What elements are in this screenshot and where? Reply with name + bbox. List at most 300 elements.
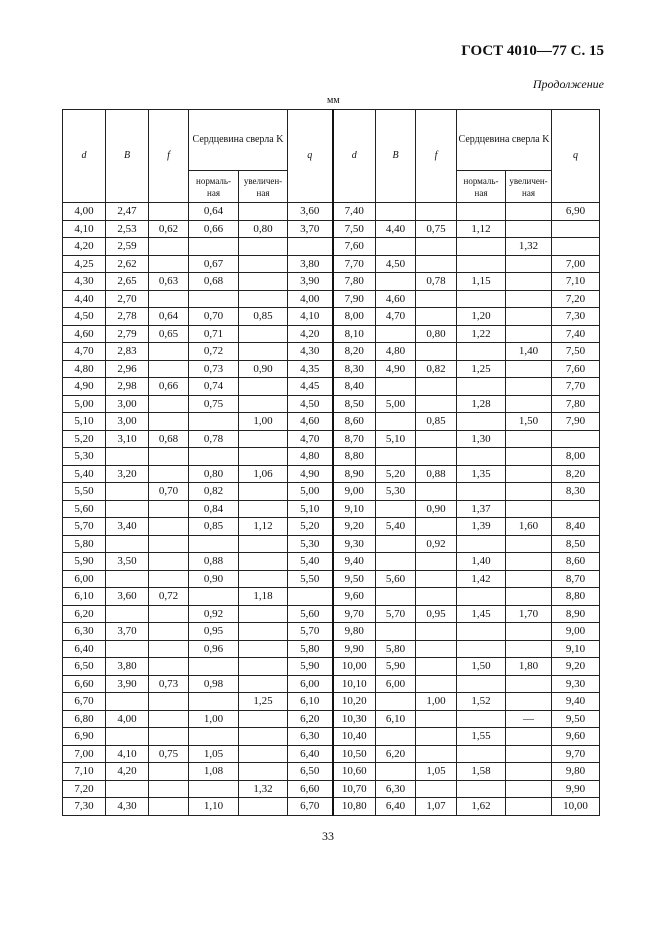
table-cell — [376, 553, 416, 571]
col-header-normal: нормаль- ная — [189, 171, 239, 203]
table-cell — [457, 238, 506, 256]
table-cell: 2,98 — [106, 378, 149, 396]
table-cell: 3,90 — [288, 273, 333, 291]
table-cell: 1,37 — [457, 500, 506, 518]
document-header: ГОСТ 4010—77 С. 15 — [461, 43, 604, 59]
table-cell: 1,06 — [239, 465, 288, 483]
table-cell — [149, 798, 189, 816]
table-cell — [552, 430, 600, 448]
table-cell: 3,70 — [288, 220, 333, 238]
table-cell: 1,62 — [457, 798, 506, 816]
table-cell: 4,30 — [63, 273, 106, 291]
table-cell — [506, 623, 552, 641]
table-cell: 9,80 — [552, 763, 600, 781]
table-cell: 0,72 — [189, 343, 239, 361]
table-cell: 9,50 — [552, 710, 600, 728]
table-cell: 6,70 — [288, 798, 333, 816]
table-cell: 1,25 — [457, 360, 506, 378]
table-cell — [506, 798, 552, 816]
table-cell: 6,40 — [63, 640, 106, 658]
table-cell: 6,30 — [376, 780, 416, 798]
table-cell — [416, 448, 457, 466]
table-cell: 3,80 — [288, 255, 333, 273]
table-cell: 5,40 — [63, 465, 106, 483]
table-cell — [106, 500, 149, 518]
table-cell: 10,30 — [333, 710, 376, 728]
table-row — [63, 623, 600, 641]
table-cell: 2,96 — [106, 360, 149, 378]
table-cell — [416, 203, 457, 221]
table-cell: 5,20 — [376, 465, 416, 483]
table-cell — [239, 745, 288, 763]
table-cell — [416, 675, 457, 693]
table-cell — [457, 640, 506, 658]
table-cell: 2,65 — [106, 273, 149, 291]
table-cell — [506, 325, 552, 343]
table-cell — [239, 203, 288, 221]
table-cell: 5,60 — [376, 570, 416, 588]
table-cell: 1,45 — [457, 605, 506, 623]
table-cell: 3,90 — [106, 675, 149, 693]
table-cell: 0,75 — [189, 395, 239, 413]
table-cell — [506, 675, 552, 693]
table-cell: 6,00 — [288, 675, 333, 693]
table-cell: 8,00 — [333, 308, 376, 326]
table-cell: 0,85 — [189, 518, 239, 536]
table-cell — [506, 378, 552, 396]
table-cell — [416, 430, 457, 448]
table-cell: 0,75 — [149, 745, 189, 763]
table-cell: 7,50 — [552, 343, 600, 361]
table-cell — [149, 623, 189, 641]
table-cell — [457, 290, 506, 308]
table-cell: 0,85 — [239, 308, 288, 326]
table-cell: 9,60 — [333, 588, 376, 606]
table-cell: 9,90 — [552, 780, 600, 798]
table-cell — [457, 780, 506, 798]
table-cell: 4,60 — [376, 290, 416, 308]
table-cell: 9,10 — [333, 500, 376, 518]
table-cell: 0,95 — [416, 605, 457, 623]
table-cell — [106, 693, 149, 711]
table-cell: 0,66 — [189, 220, 239, 238]
col-header-q-2: q — [552, 110, 600, 203]
table-cell: 8,60 — [333, 413, 376, 431]
table-cell — [376, 273, 416, 291]
table-cell — [457, 535, 506, 553]
table-cell: 9,00 — [333, 483, 376, 501]
table-row — [63, 798, 600, 816]
table-cell — [239, 640, 288, 658]
table-cell: 6,20 — [376, 745, 416, 763]
table-cell: 7,90 — [552, 413, 600, 431]
table-cell: 2,53 — [106, 220, 149, 238]
table-cell: 1,58 — [457, 763, 506, 781]
table-cell: 0,72 — [149, 588, 189, 606]
table-cell: 7,20 — [63, 780, 106, 798]
table-cell — [149, 553, 189, 571]
table-cell: 1,55 — [457, 728, 506, 746]
table-cell — [239, 325, 288, 343]
table-cell — [416, 378, 457, 396]
table-cell: 1,52 — [457, 693, 506, 711]
table-cell — [106, 535, 149, 553]
table-cell: 9,30 — [333, 535, 376, 553]
table-cell: 0,78 — [416, 273, 457, 291]
table-cell: 2,79 — [106, 325, 149, 343]
table-cell: 0,64 — [149, 308, 189, 326]
table-cell: 0,92 — [189, 605, 239, 623]
table-cell: 9,60 — [552, 728, 600, 746]
table-cell: 6,00 — [376, 675, 416, 693]
table-cell: 0,78 — [189, 430, 239, 448]
table-cell: 1,60 — [506, 518, 552, 536]
table-cell — [106, 605, 149, 623]
table-cell — [506, 763, 552, 781]
table-cell: 4,30 — [106, 798, 149, 816]
table-cell: 0,70 — [149, 483, 189, 501]
table-cell — [149, 710, 189, 728]
table-cell: 8,60 — [552, 553, 600, 571]
col-header-f-2: f — [416, 110, 457, 203]
table-cell: 1,05 — [416, 763, 457, 781]
table-cell — [376, 623, 416, 641]
table-cell: 7,70 — [552, 378, 600, 396]
table-cell — [288, 588, 333, 606]
table-cell: 7,70 — [333, 255, 376, 273]
table-cell: 5,40 — [376, 518, 416, 536]
table-cell: 2,70 — [106, 290, 149, 308]
table-cell: 4,20 — [288, 325, 333, 343]
table-cell: 0,64 — [189, 203, 239, 221]
table-cell: 4,40 — [376, 220, 416, 238]
table-cell: 1,28 — [457, 395, 506, 413]
table-cell: 6,10 — [376, 710, 416, 728]
table-cell: 0,70 — [189, 308, 239, 326]
table-cell — [189, 728, 239, 746]
table-cell: 4,70 — [288, 430, 333, 448]
units-label: мм — [327, 95, 340, 106]
table-cell: 4,00 — [288, 290, 333, 308]
col-header-b: B — [106, 110, 149, 203]
table-cell: 0,96 — [189, 640, 239, 658]
table-cell: 4,80 — [288, 448, 333, 466]
table-cell — [149, 500, 189, 518]
table-cell — [457, 745, 506, 763]
table-cell: 10,60 — [333, 763, 376, 781]
table-cell: 9,50 — [333, 570, 376, 588]
table-cell: 1,35 — [457, 465, 506, 483]
table-cell: 5,80 — [63, 535, 106, 553]
table-cell: 5,20 — [63, 430, 106, 448]
table-cell: 4,10 — [288, 308, 333, 326]
table-cell — [239, 763, 288, 781]
table-cell — [506, 290, 552, 308]
table-row — [63, 290, 600, 308]
table-cell: 5,60 — [288, 605, 333, 623]
table-cell: 4,35 — [288, 360, 333, 378]
table-cell — [149, 290, 189, 308]
table-cell — [189, 780, 239, 798]
table-cell: 6,50 — [63, 658, 106, 676]
table-cell — [189, 588, 239, 606]
table-cell: 1,42 — [457, 570, 506, 588]
table-cell — [239, 500, 288, 518]
table-cell — [457, 413, 506, 431]
table-cell — [189, 658, 239, 676]
table-row — [63, 430, 600, 448]
table-cell — [376, 413, 416, 431]
table-cell — [189, 290, 239, 308]
table-cell: 1,00 — [189, 710, 239, 728]
table-cell: 3,00 — [106, 395, 149, 413]
col-header-core-group: Сердцевина сверла K — [189, 110, 288, 171]
table-cell: 0,95 — [189, 623, 239, 641]
table-cell — [416, 623, 457, 641]
table-cell: 8,30 — [552, 483, 600, 501]
table-cell — [189, 413, 239, 431]
table-cell: 4,10 — [63, 220, 106, 238]
table-cell — [416, 290, 457, 308]
table-cell — [416, 518, 457, 536]
table-cell: 0,90 — [239, 360, 288, 378]
table-cell — [149, 693, 189, 711]
table-row — [63, 413, 600, 431]
table-cell: 9,00 — [552, 623, 600, 641]
table-cell: 3,50 — [106, 553, 149, 571]
table-cell: 1,40 — [457, 553, 506, 571]
table-cell — [457, 378, 506, 396]
table-cell: 5,00 — [63, 395, 106, 413]
table-cell — [149, 203, 189, 221]
table-cell: 0,92 — [416, 535, 457, 553]
table-cell: 5,10 — [376, 430, 416, 448]
table-cell — [457, 448, 506, 466]
table-cell: 4,45 — [288, 378, 333, 396]
table-cell: 1,50 — [506, 413, 552, 431]
table-cell: 8,70 — [552, 570, 600, 588]
table-row — [63, 728, 600, 746]
col-header-increased-2: увеличен- ная — [506, 171, 552, 203]
table-row — [63, 693, 600, 711]
table-cell: 0,90 — [189, 570, 239, 588]
table-cell: 2,78 — [106, 308, 149, 326]
table-cell: 7,00 — [552, 255, 600, 273]
table-cell: 7,40 — [552, 325, 600, 343]
table-cell: 10,70 — [333, 780, 376, 798]
table-cell — [457, 623, 506, 641]
table-cell: 1,10 — [189, 798, 239, 816]
table-cell: 8,50 — [333, 395, 376, 413]
table-cell: 7,40 — [333, 203, 376, 221]
table-cell: 5,00 — [376, 395, 416, 413]
table-cell: 9,40 — [552, 693, 600, 711]
table-cell: 7,90 — [333, 290, 376, 308]
table-cell: 0,66 — [149, 378, 189, 396]
table-cell: 6,60 — [288, 780, 333, 798]
table-cell: 4,25 — [63, 255, 106, 273]
table-cell — [149, 780, 189, 798]
table-cell — [189, 535, 239, 553]
table-cell: 0,73 — [189, 360, 239, 378]
table-cell: 0,85 — [416, 413, 457, 431]
table-cell: 8,00 — [552, 448, 600, 466]
table-row — [63, 465, 600, 483]
col-header-increased: увеличен- ная — [239, 171, 288, 203]
table-cell: 5,30 — [376, 483, 416, 501]
table-cell — [376, 535, 416, 553]
table-cell — [506, 448, 552, 466]
table-cell: 1,80 — [506, 658, 552, 676]
table-cell: 6,50 — [288, 763, 333, 781]
table-cell: 0,80 — [416, 325, 457, 343]
table-row — [63, 745, 600, 763]
table-cell: 1,22 — [457, 325, 506, 343]
table-cell: 9,10 — [552, 640, 600, 658]
table-cell: 6,90 — [552, 203, 600, 221]
table-cell — [506, 395, 552, 413]
table-cell: 7,20 — [552, 290, 600, 308]
table-cell: 6,40 — [288, 745, 333, 763]
table-cell — [106, 448, 149, 466]
table-cell — [416, 483, 457, 501]
table-cell: 1,50 — [457, 658, 506, 676]
table-row — [63, 763, 600, 781]
continuation-label: Продолжение — [532, 77, 604, 91]
table-cell — [416, 745, 457, 763]
table-cell — [376, 325, 416, 343]
table-cell — [239, 238, 288, 256]
table-cell — [239, 378, 288, 396]
table-cell — [416, 728, 457, 746]
table-cell: 5,30 — [288, 535, 333, 553]
table-cell: 8,20 — [333, 343, 376, 361]
table-cell — [416, 238, 457, 256]
table-cell — [457, 588, 506, 606]
table-cell: 4,50 — [376, 255, 416, 273]
table-cell: 0,67 — [189, 255, 239, 273]
col-header-normal-2: нормаль- ная — [457, 171, 506, 203]
table-cell — [416, 570, 457, 588]
table-cell — [239, 483, 288, 501]
table-cell: 0,80 — [189, 465, 239, 483]
table-cell: 4,80 — [63, 360, 106, 378]
table-cell: 3,20 — [106, 465, 149, 483]
table-cell: 1,25 — [239, 693, 288, 711]
table-cell — [149, 640, 189, 658]
table-cell — [506, 570, 552, 588]
table-cell: 4,30 — [288, 343, 333, 361]
table-cell: 6,90 — [63, 728, 106, 746]
table-cell: 1,20 — [457, 308, 506, 326]
table-cell: 7,10 — [63, 763, 106, 781]
table-cell — [376, 693, 416, 711]
table-cell — [457, 675, 506, 693]
table-cell — [416, 710, 457, 728]
table-cell — [106, 640, 149, 658]
table-cell: 0,75 — [416, 220, 457, 238]
page-number: 33 — [322, 829, 334, 843]
table-cell: 0,82 — [189, 483, 239, 501]
table-cell — [189, 238, 239, 256]
table-cell: 8,20 — [552, 465, 600, 483]
table-cell: 6,10 — [288, 693, 333, 711]
table-row — [63, 483, 600, 501]
table-cell: 2,62 — [106, 255, 149, 273]
table-cell: 1,32 — [506, 238, 552, 256]
table-cell — [149, 605, 189, 623]
table-cell: 8,40 — [333, 378, 376, 396]
table-cell — [376, 448, 416, 466]
table-cell — [239, 658, 288, 676]
table-cell — [506, 745, 552, 763]
table-cell: 5,70 — [288, 623, 333, 641]
table-cell: 7,30 — [552, 308, 600, 326]
table-cell — [457, 203, 506, 221]
table-cell: 5,30 — [63, 448, 106, 466]
table-cell: 3,60 — [106, 588, 149, 606]
table-cell — [506, 780, 552, 798]
table-cell — [149, 763, 189, 781]
table-cell: 5,50 — [288, 570, 333, 588]
table-row — [63, 605, 600, 623]
table-cell — [149, 413, 189, 431]
table-cell: 1,39 — [457, 518, 506, 536]
table-cell — [189, 448, 239, 466]
table-cell: 5,70 — [376, 605, 416, 623]
table-cell: 4,50 — [288, 395, 333, 413]
table-row — [63, 500, 600, 518]
table-cell: 5,90 — [376, 658, 416, 676]
table-cell: 1,32 — [239, 780, 288, 798]
table-cell: 0,88 — [416, 465, 457, 483]
table-cell — [106, 570, 149, 588]
table-row — [63, 780, 600, 798]
table-cell — [416, 308, 457, 326]
table-cell: 7,60 — [552, 360, 600, 378]
table-cell: 7,80 — [333, 273, 376, 291]
table-cell — [376, 500, 416, 518]
table-cell: 6,30 — [288, 728, 333, 746]
table-cell — [189, 693, 239, 711]
table-cell: 5,90 — [288, 658, 333, 676]
table-row — [63, 658, 600, 676]
table-row — [63, 395, 600, 413]
table-cell — [239, 675, 288, 693]
table-row — [63, 570, 600, 588]
table-cell: 9,70 — [552, 745, 600, 763]
table-row — [63, 238, 600, 256]
table-cell — [457, 483, 506, 501]
table-cell — [239, 535, 288, 553]
table-cell: 10,50 — [333, 745, 376, 763]
table-cell: 4,70 — [376, 308, 416, 326]
table-cell — [239, 273, 288, 291]
table-cell: 1,12 — [457, 220, 506, 238]
table-body — [63, 203, 600, 816]
table-cell — [376, 203, 416, 221]
table-cell: 8,50 — [552, 535, 600, 553]
table-cell: 8,80 — [552, 588, 600, 606]
table-cell — [506, 500, 552, 518]
table-cell — [149, 360, 189, 378]
table-cell: 5,70 — [63, 518, 106, 536]
table-cell: 9,70 — [333, 605, 376, 623]
table-cell: 5,50 — [63, 483, 106, 501]
col-header-core-group-2: Сердцевина сверла K — [457, 110, 552, 171]
table-cell — [416, 640, 457, 658]
table-cell — [239, 290, 288, 308]
